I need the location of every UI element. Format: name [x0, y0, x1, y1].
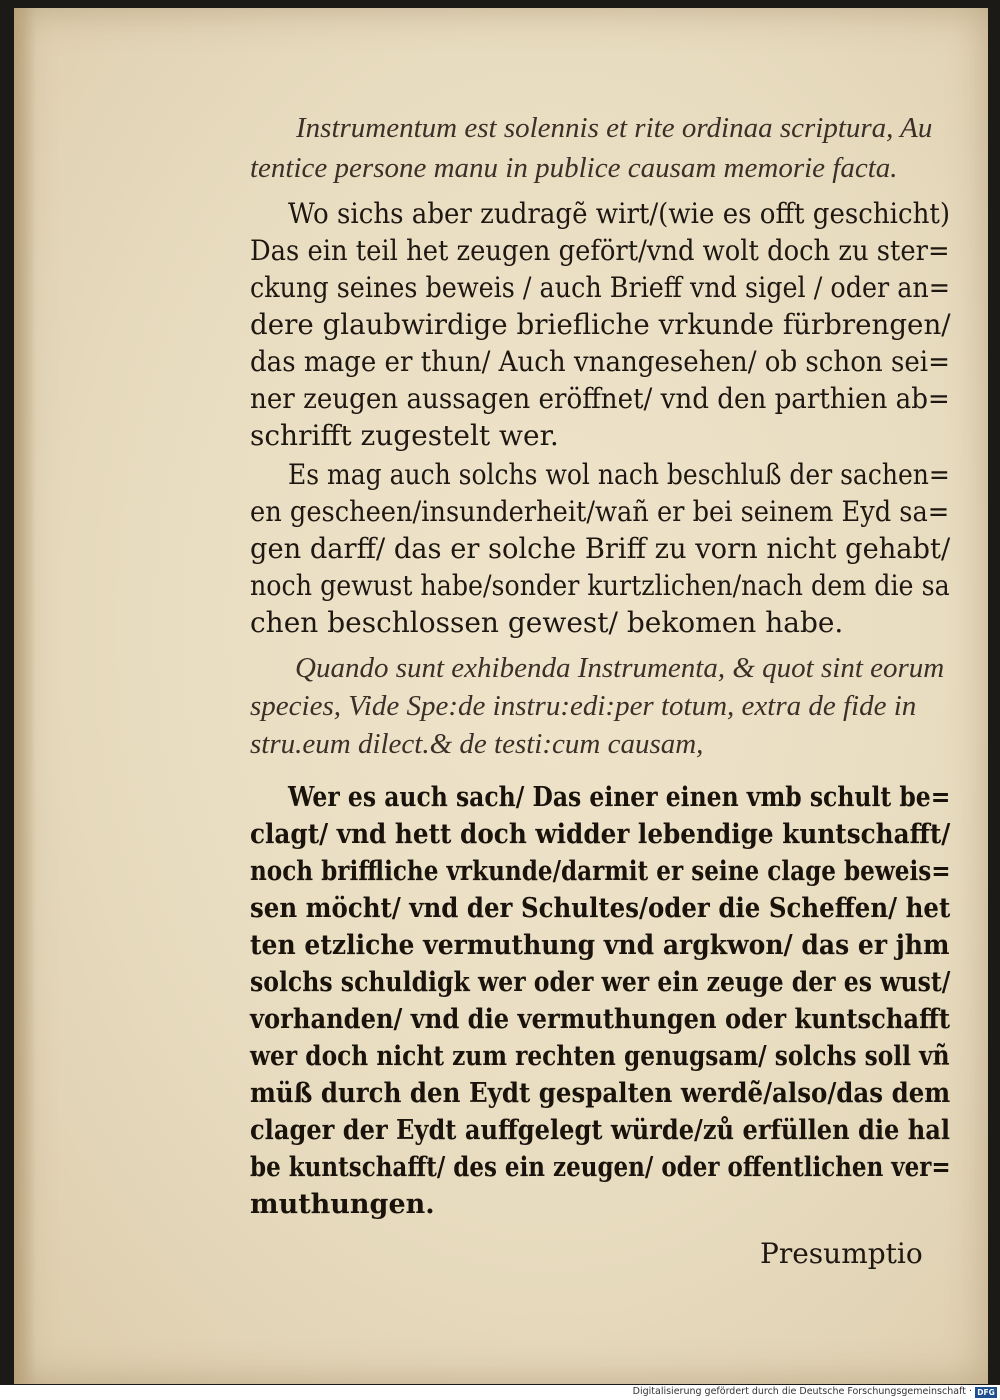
latin-heading-line: tentice persone manu in publice causam memorie facta. [250, 152, 898, 184]
paragraph-3-line: wer doch nicht zum rechten genugsam/ solchs soll vñ [250, 1041, 950, 1072]
paragraph-3-line: muthungen. [250, 1189, 435, 1220]
paragraph-3-line: ten etzliche vermuthung vnd argkwon/ das er jhm [250, 930, 950, 961]
paragraph-3-line: noch briffliche vrkunde/darmit er seine clage beweis= [250, 856, 951, 887]
paragraph-3-line: clager der Eydt auffgelegt würde/zů erfüllen die hal [250, 1115, 951, 1146]
latin-note-line: species, Vide Spe:de instru:edi:per totum, extra de fide in [250, 690, 917, 722]
paragraph-2-line: Es mag auch solchs wol nach beschluß der sachen= [288, 458, 950, 491]
latin-note-line: Quando sunt exhibenda Instrumenta, & quot sint eorum [295, 652, 945, 684]
paragraph-1-line: dere glaubwirdige briefliche vrkunde fürbrengen/ [250, 308, 951, 341]
digitization-credit: Digitalisierung gefördert durch die Deutsche Forschungsgemeinschaft · [632, 1386, 972, 1397]
paragraph-2-line: chen beschlossen gewest/ bekomen habe. [250, 606, 844, 639]
paragraph-1-line: ner zeugen aussagen eröffnet/ vnd den parthien ab= [250, 382, 950, 415]
paragraph-1-line: Das ein teil het zeugen gefört/vnd wolt doch zu ster= [250, 234, 950, 267]
paragraph-3-line: Wer es auch sach/ Das einer einen vmb schult be= [288, 782, 951, 813]
catchword: Presumptio [760, 1237, 923, 1270]
paragraph-2-line: en gescheen/insunderheit/wañ er bei seinem Eyd sa= [250, 495, 950, 528]
paragraph-3-line: be kuntschafft/ des ein zeugen/ oder offentlichen ver= [250, 1152, 951, 1183]
paragraph-2-line: gen darff/ das er solche Briff zu vorn nicht gehabt/ [250, 532, 951, 565]
latin-heading-line: Instrumentum est solennis et rite ordinaa scriptura, Au [296, 112, 933, 144]
paragraph-3-line: müß durch den Eydt gespalten werdẽ/also/das dem [250, 1078, 951, 1109]
paragraph-3-line: solchs schuldigk wer oder wer ein zeuge der es wust/ [250, 967, 951, 998]
paragraph-3-line: sen möcht/ vnd der Schultes/oder die Scheffen/ het [250, 893, 951, 924]
paragraph-1-line: das mage er thun/ Auch vnangesehen/ ob schon sei= [250, 345, 950, 378]
paragraph-2-line: noch gewust habe/sonder kurtzlichen/nach dem die sa [250, 569, 950, 602]
paragraph-1-line: Wo sichs aber zudragẽ wirt/(wie es offt geschicht) [288, 197, 951, 230]
page-gutter-shadow [14, 8, 36, 1384]
paragraph-1-line: ckung seines beweis / auch Brieff vnd sigel / oder an= [250, 271, 951, 304]
dfg-logo: DFG [975, 1387, 997, 1398]
paragraph-1-line: schrifft zugestelt wer. [250, 419, 559, 452]
paragraph-3-line: vorhanden/ vnd die vermuthungen oder kuntschafft [250, 1004, 951, 1035]
latin-note-line: stru.eum dilect.& de testi:cum causam, [250, 728, 704, 760]
paragraph-3-line: clagt/ vnd hett doch widder lebendige kuntschafft/ [250, 819, 951, 850]
